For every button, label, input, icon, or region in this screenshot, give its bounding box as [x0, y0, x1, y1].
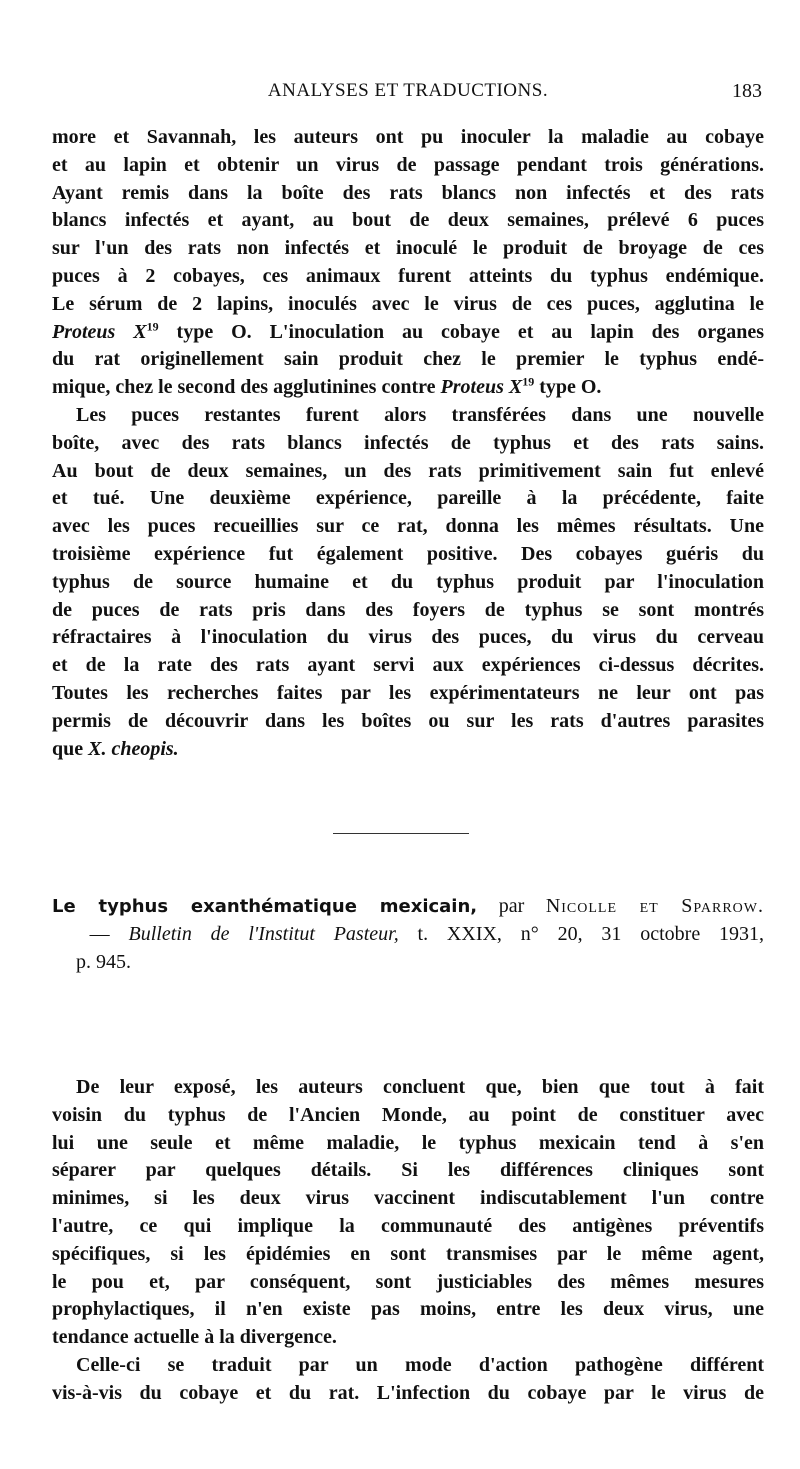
text-line: et de la rate des rats ayant servi aux expériences ci-dessus décrites. [52, 654, 764, 677]
text-line: permis de découvrir dans les boîtes ou sur les rats d'autres parasites [52, 709, 764, 732]
text-line: Le sérum de 2 lapins, inoculés avec le virus de ces puces, agglutina le [52, 292, 764, 315]
superscript: 19 [522, 374, 535, 389]
text-line: Celle-ci se traduit par un mode d'action pathogène différent [76, 1353, 764, 1376]
reference-line [52, 921, 764, 949]
text-line: prophylactiques, il n'en existe pas moins, entre les deux virus, une [52, 1298, 764, 1321]
text-line: et tué. Une deuxième expérience, pareille à la précédente, faite [52, 487, 764, 510]
text-line: Toutes les recherches faites par les expérimentateurs ne leur ont pas [52, 681, 764, 704]
text-line: de puces de rats pris dans des foyers de typhus se sont montrés [52, 598, 764, 621]
article-body-bottom [52, 1074, 764, 1408]
text-line: voisin du typhus de l'Ancien Monde, au point de constituer avec [52, 1103, 764, 1126]
text-line: De leur exposé, les auteurs concluent que, bien que tout à fait [76, 1076, 764, 1098]
journal-name: Bulletin de l'Institut Pasteur, [128, 922, 399, 945]
text-line: lui une seule et même maladie, le typhus mexicain tend à s'en [52, 1131, 764, 1154]
text-fragment: type O. L'inoculation au cobaye et au lapin des organes [158, 320, 764, 343]
running-title: ANALYSES ET TRADUCTIONS. [267, 80, 549, 101]
text-line: le pou et, par conséquent, sont justiciables des mêmes mesures [52, 1270, 764, 1293]
text-line: Au bout de deux semaines, un des rats primitivement sain fut enlevé [52, 459, 764, 482]
text-line: Ayant remis dans la boîte des rats blancs non infectés et des rats [52, 181, 764, 204]
text-line: tendance actuelle à la divergence. [52, 1326, 337, 1349]
species-name: Proteus X [52, 320, 147, 343]
reference-line: p. 945. [76, 950, 131, 973]
running-head [52, 80, 764, 110]
text-line: minimes, si les deux virus vaccinent indiscutablement l'un contre [52, 1187, 764, 1210]
text-line: Les puces restantes furent alors transférées dans une nouvelle [76, 403, 764, 426]
text-line: puces à 2 cobayes, ces animaux furent atteints du typhus endémique. [52, 264, 764, 287]
text-line: réfractaires à l'inoculation du virus des puces, du virus du cerveau [52, 626, 764, 649]
article-title: Le typhus exanthématique mexicain, [52, 896, 478, 917]
authors: Nicolle et Sparrow. [545, 895, 764, 917]
text-fragment: par [477, 895, 546, 917]
text-line: séparer par quelques détails. Si les différences cliniques sont [52, 1159, 764, 1182]
text-line: sur l'un des rats non infectés et inoculé le produit de broyage de ces [52, 237, 764, 260]
article-body-top [52, 124, 764, 763]
reference-line [52, 893, 764, 921]
text-line: et au lapin et obtenir un virus de passage pendant trois générations. [52, 153, 764, 176]
superscript: 19 [146, 318, 159, 333]
text-line: boîte, avec des rats blancs infectés de typhus et des rats sains. [52, 431, 764, 454]
section-divider [333, 833, 469, 834]
text-fragment: mique, chez le second des agglutinines contre [52, 376, 441, 399]
page-number: 183 [732, 80, 762, 102]
species-name: Proteus X [440, 376, 523, 399]
text-line: more et Savannah, les auteurs ont pu inoculer la maladie au cobaye [52, 126, 764, 148]
bibliographic-reference [52, 893, 764, 976]
text-line: vis-à-vis du cobaye et du rat. L'infection du cobaye par le virus de [52, 1381, 764, 1404]
text-line: spécifiques, si les épidémies en sont transmises par le même agent, [52, 1242, 764, 1265]
text-line: blancs infectés et ayant, au bout de deux semaines, prélevé 6 puces [52, 209, 764, 232]
text-line: du rat originellement sain produit chez le premier le typhus endé- [52, 348, 764, 371]
text-line [52, 736, 764, 764]
volume-info: t. XXIX, n° 20, 31 octobre 1931, [398, 922, 764, 945]
text-line: l'autre, ce qui implique la communauté des antigènes préventifs [52, 1214, 764, 1237]
text-line: avec les puces recueillies sur ce rat, donna les mêmes résultats. Une [52, 515, 764, 538]
text-fragment: type O. [534, 376, 602, 399]
text-line: troisième expérience fut également positive. Des cobayes guéris du [52, 542, 764, 565]
text-line [52, 319, 764, 347]
text-line [52, 374, 764, 402]
text-fragment: — [89, 922, 129, 945]
species-name: X. cheopis. [88, 737, 179, 760]
text-fragment: que [52, 737, 89, 760]
text-line: typhus de source humaine et du typhus produit par l'inoculation [52, 570, 764, 593]
